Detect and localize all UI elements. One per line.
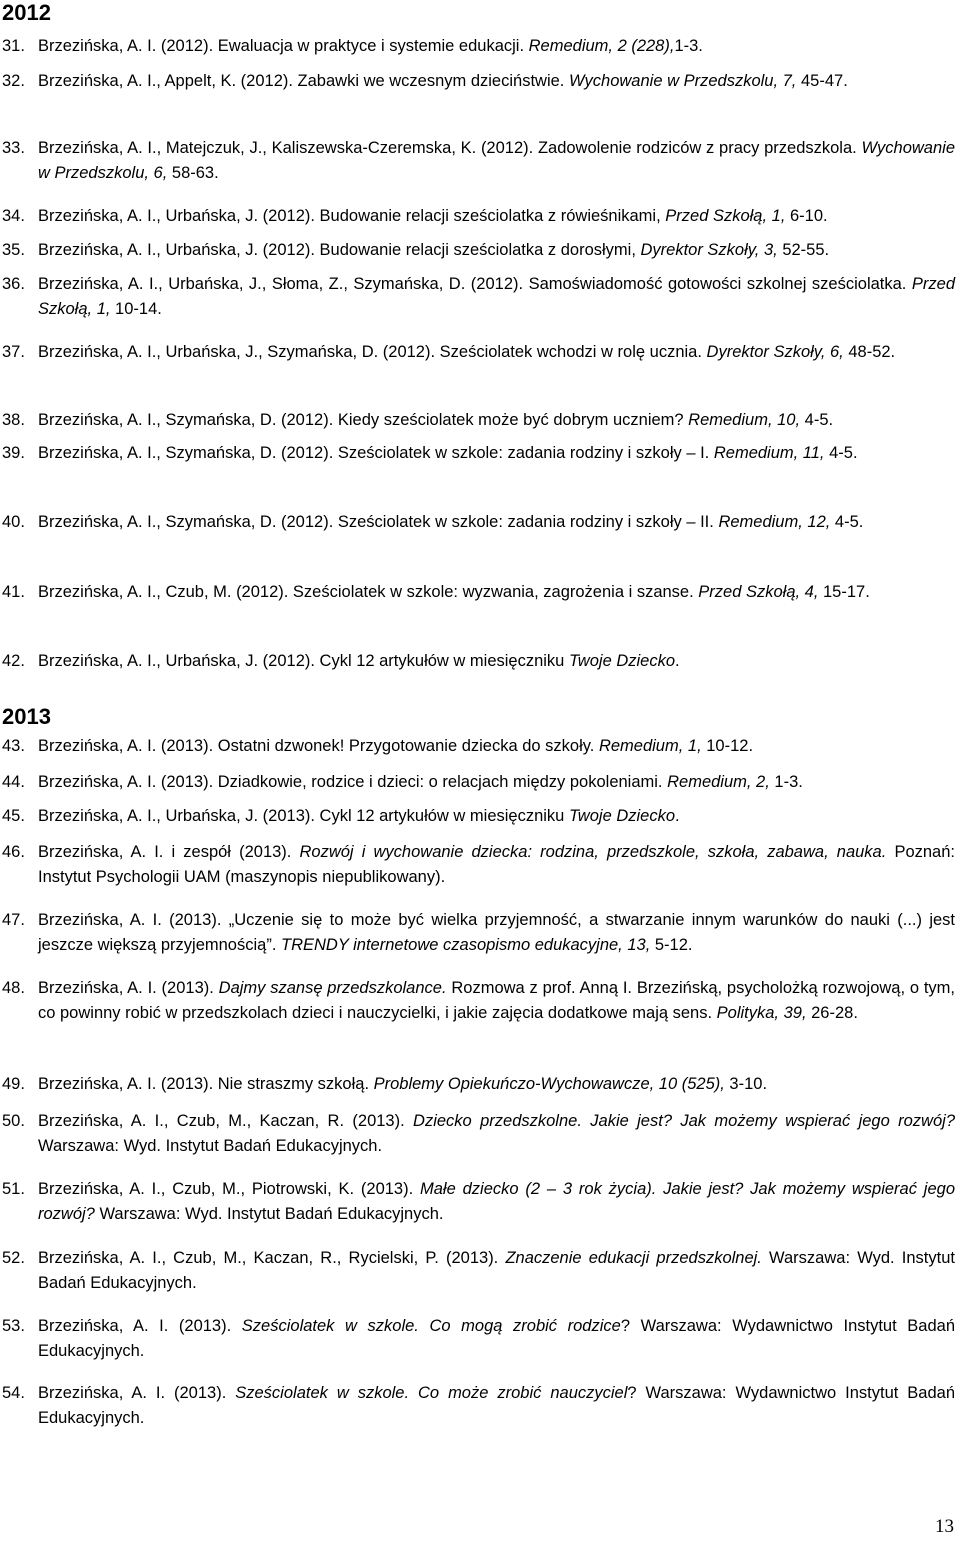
entry-text-segment: Brzezińska, A. I. (2013). bbox=[38, 1317, 242, 1335]
bibliography-entry bbox=[2, 34, 955, 59]
entry-text bbox=[2, 204, 955, 229]
entry-text-segment: 1-3. bbox=[769, 773, 803, 791]
entry-text bbox=[2, 976, 955, 1026]
entry-text bbox=[2, 908, 955, 958]
entry-italic-segment: Remedium, 11, bbox=[713, 444, 825, 462]
entry-text-segment: Poznań: Instytut Psychologii UAM (maszynopis niepublikowany). bbox=[38, 843, 955, 886]
entry-number: 31. bbox=[2, 37, 25, 55]
entry-text-segment: Brzezińska, A. I. (2013). Nie straszmy szkołą. bbox=[38, 1075, 374, 1093]
entry-text-segment: Brzezińska, A. I., Czub, M., Piotrowski, K. (2013). bbox=[38, 1180, 421, 1198]
bibliography-entry bbox=[2, 734, 955, 759]
entry-italic-segment: Twoje Dziecko bbox=[568, 807, 676, 825]
section-heading-2012: 2012 bbox=[2, 0, 51, 25]
entry-number: 44. bbox=[2, 773, 25, 791]
entry-text-segment: Brzezińska, A. I., Matejczuk, J., Kaliszewska-Czeremska, K. (2012). Zadowolenie rodziców z pracy przedszkola. bbox=[38, 139, 862, 157]
entry-text bbox=[2, 580, 955, 605]
bibliography-entry bbox=[2, 510, 955, 535]
entry-text-segment: Warszawa: Wyd. Instytut Badań Edukacyjnych. bbox=[38, 1137, 383, 1155]
entry-number: 54. bbox=[2, 1384, 25, 1402]
entry-text-segment: 4-5. bbox=[830, 513, 864, 531]
entry-text-segment: 26-28. bbox=[806, 1004, 858, 1022]
entry-number: 48. bbox=[2, 979, 25, 997]
entry-italic-segment: Rozwój i wychowanie dziecka: rodzina, przedszkole, szkoła, zabawa, nauka. bbox=[299, 843, 887, 861]
bibliography-entry bbox=[2, 649, 955, 674]
entry-text bbox=[2, 69, 955, 94]
entry-text-segment: Brzezińska, A. I. i zespół (2013). bbox=[38, 843, 300, 861]
bibliography-entry bbox=[2, 136, 955, 186]
entry-number: 34. bbox=[2, 207, 25, 225]
entry-text-segment: ? Warszawa: Wydawnictwo Instytut Badań Edukacyjnych. bbox=[38, 1384, 955, 1427]
entry-text-segment: Brzezińska, A. I., Urbańska, J. (2013). Cykl 12 artykułów w miesięczniku bbox=[38, 807, 569, 825]
entry-text bbox=[2, 804, 955, 829]
bibliography-entry bbox=[2, 1246, 955, 1296]
entry-italic-segment: TRENDY internetowe czasopismo edukacyjne, 13, bbox=[281, 936, 651, 954]
entry-italic-segment: Remedium, 1, bbox=[598, 737, 702, 755]
entry-number: 33. bbox=[2, 139, 25, 157]
entry-text-segment: Brzezińska, A. I. (2013). Ostatni dzwonek! Przygotowanie dziecka do szkoły. bbox=[38, 737, 599, 755]
entry-text-segment: ? Warszawa: Wydawnictwo Instytut Badań Edukacyjnych. bbox=[38, 1317, 956, 1360]
entry-text bbox=[2, 136, 955, 186]
entry-italic-segment: Polityka, 39, bbox=[716, 1004, 807, 1022]
entry-text bbox=[2, 1072, 955, 1097]
entry-text bbox=[2, 1381, 955, 1431]
entry-text-segment: 4-5. bbox=[824, 444, 858, 462]
entry-italic-segment: Remedium, 2 (228), bbox=[528, 37, 675, 55]
entry-number: 37. bbox=[2, 343, 25, 361]
entry-text-segment: Brzezińska, A. I. (2013). bbox=[38, 979, 219, 997]
entry-text-segment: 10-12. bbox=[701, 737, 754, 755]
entry-text bbox=[2, 1246, 955, 1296]
bibliography-entry bbox=[2, 340, 955, 365]
bibliography-entry bbox=[2, 441, 955, 466]
entry-text-segment: Brzezińska, A. I., Urbańska, J., Szymańska, D. (2012). Sześciolatek wchodzi w rolę ucznia. bbox=[38, 343, 707, 361]
entry-number: 39. bbox=[2, 444, 25, 462]
entry-italic-segment: Twoje Dziecko bbox=[568, 652, 676, 670]
entry-text bbox=[2, 1109, 955, 1159]
entry-text-segment: 45-47. bbox=[796, 72, 848, 90]
entry-text bbox=[2, 840, 955, 890]
entry-text-segment: 5-12. bbox=[650, 936, 693, 954]
entry-italic-segment: Dziecko przedszkolne. Jakie jest? Jak możemy wspierać jego rozwój? bbox=[413, 1112, 955, 1130]
page-number: 13 bbox=[935, 1516, 954, 1537]
entry-text-segment: Brzezińska, A. I., Czub, M., Kaczan, R., Rycielski, P. (2013). bbox=[38, 1249, 506, 1267]
entry-text bbox=[2, 441, 955, 466]
entry-text-segment: Brzezińska, A. I., Szymańska, D. (2012). Sześciolatek w szkole: zadania rodziny i szkoły – I. bbox=[38, 444, 714, 462]
entry-text-segment: 1-3. bbox=[674, 37, 703, 55]
bibliography-entry bbox=[2, 238, 955, 263]
entry-text bbox=[2, 238, 955, 263]
entry-text-segment: Brzezińska, A. I. (2013). „Uczenie się to może być wielka przyjemność, a stwarzanie innym warunków do nauki (...) jest jeszcze większą przyjemnością”. bbox=[38, 911, 955, 954]
entry-text bbox=[2, 649, 955, 674]
entry-italic-segment: Remedium, 10, bbox=[688, 411, 801, 429]
entry-text-segment: Brzezińska, A. I. (2013). bbox=[38, 1384, 236, 1402]
bibliography-entry bbox=[2, 272, 955, 322]
bibliography-entry bbox=[2, 1109, 955, 1159]
bibliography-entry bbox=[2, 770, 955, 795]
entry-text-segment: Brzezińska, A. I., Szymańska, D. (2012). Sześciolatek w szkole: zadania rodziny i szkoły – II. bbox=[38, 513, 719, 531]
entry-number: 46. bbox=[2, 843, 25, 861]
entry-text-segment: 58-63. bbox=[167, 164, 219, 182]
bibliography-entry bbox=[2, 69, 955, 94]
entry-text-segment: Brzezińska, A. I., Urbańska, J., Słoma, Z., Szymańska, D. (2012). Samoświadomość gotowości szkolnej sześciolatka. bbox=[38, 275, 912, 293]
entry-number: 45. bbox=[2, 807, 25, 825]
entry-italic-segment: Dajmy szansę przedszkolance. bbox=[218, 979, 447, 997]
entry-italic-segment: Wychowanie w Przedszkolu, 7, bbox=[568, 72, 797, 90]
entry-text-segment: Warszawa: Wyd. Instytut Badań Edukacyjnych. bbox=[94, 1205, 444, 1223]
entry-text-segment: 4-5. bbox=[800, 411, 834, 429]
bibliography-entry bbox=[2, 408, 955, 433]
entry-text-segment: Brzezińska, A. I., Czub, M. (2012). Sześciolatek w szkole: wyzwania, zagrożenia i szanse. bbox=[38, 583, 699, 601]
entry-text-segment: Brzezińska, A. I., Appelt, K. (2012). Zabawki we wczesnym dzieciństwie. bbox=[38, 72, 569, 90]
entry-italic-segment: Sześciolatek w szkole. Co może zrobić nauczyciel bbox=[235, 1384, 628, 1402]
entry-number: 50. bbox=[2, 1112, 25, 1130]
entry-italic-segment: Przed Szkołą, 1, bbox=[38, 275, 955, 318]
bibliography-entry bbox=[2, 1177, 955, 1227]
section-heading-2013: 2013 bbox=[2, 704, 51, 729]
entry-text-segment: Brzezińska, A. I., Urbańska, J. (2012). Budowanie relacji sześciolatka z rówieśnikami, bbox=[38, 207, 666, 225]
entry-text bbox=[2, 340, 955, 365]
entry-number: 32. bbox=[2, 72, 25, 90]
entry-text-segment: Warszawa: Wyd. Instytut Badań Edukacyjnych. bbox=[38, 1249, 955, 1292]
entry-text bbox=[2, 770, 955, 795]
entry-italic-segment: Remedium, 2, bbox=[667, 773, 770, 791]
bibliography-entry bbox=[2, 804, 955, 829]
entry-text-segment: 52-55. bbox=[777, 241, 830, 259]
entry-text bbox=[2, 408, 955, 433]
entry-number: 49. bbox=[2, 1075, 25, 1093]
entry-text-segment: Rozmowa z prof. Anną I. Brzezińską, psycholożką rozwojową, o tym, co powinny robić w przedszkolach dzieci i nauczycielki, i jakie zajęcia dodatkowe mają sens. bbox=[38, 979, 955, 1022]
bibliography-entry bbox=[2, 204, 955, 229]
entry-text bbox=[2, 34, 955, 59]
bibliography-entry bbox=[2, 1072, 955, 1097]
entry-text-segment: 3-10. bbox=[724, 1075, 768, 1093]
entry-italic-segment: Przed Szkołą, 1, bbox=[665, 207, 786, 225]
entry-text-segment: Brzezińska, A. I. (2013). Dziadkowie, rodzice i dzieci: o relacjach między pokoleniami. bbox=[38, 773, 668, 791]
entry-text bbox=[2, 272, 955, 322]
entry-text-segment: . bbox=[675, 652, 680, 670]
entry-text-segment: Brzezińska, A. I., Urbańska, J. (2012). Cykl 12 artykułów w miesięczniku bbox=[38, 652, 569, 670]
entry-text-segment: Brzezińska, A. I., Czub, M., Kaczan, R. (2013). bbox=[38, 1112, 414, 1130]
bibliography-entry bbox=[2, 1314, 955, 1364]
entry-number: 41. bbox=[2, 583, 25, 601]
entry-text bbox=[2, 734, 955, 759]
entry-italic-segment: Wychowanie w Przedszkolu, 6, bbox=[38, 139, 955, 182]
entry-text bbox=[2, 1314, 955, 1364]
entry-number: 51. bbox=[2, 1180, 25, 1198]
entry-number: 36. bbox=[2, 275, 25, 293]
entry-number: 42. bbox=[2, 652, 25, 670]
entry-italic-segment: Małe dziecko (2 – 3 rok życia). Jakie jest? Jak możemy wspierać jego rozwój? bbox=[38, 1180, 955, 1223]
bibliography-entry bbox=[2, 1381, 955, 1431]
entry-text-segment: Brzezińska, A. I. (2012). Ewaluacja w praktyce i systemie edukacji. bbox=[38, 37, 529, 55]
entry-number: 43. bbox=[2, 737, 25, 755]
bibliography-entry bbox=[2, 976, 955, 1026]
entry-text-segment: Brzezińska, A. I., Szymańska, D. (2012). Kiedy sześciolatek może być dobrym uczniem? bbox=[38, 411, 689, 429]
bibliography-entry bbox=[2, 908, 955, 958]
entry-number: 35. bbox=[2, 241, 25, 259]
bibliography-entry bbox=[2, 580, 955, 605]
entry-italic-segment: Dyrektor Szkoły, 6, bbox=[706, 343, 844, 361]
entry-number: 53. bbox=[2, 1317, 25, 1335]
entry-text-segment: 6-10. bbox=[785, 207, 828, 225]
entry-italic-segment: Dyrektor Szkoły, 3, bbox=[640, 241, 778, 259]
entry-text bbox=[2, 510, 955, 535]
entry-text-segment: 15-17. bbox=[818, 583, 870, 601]
entry-text-segment: 10-14. bbox=[110, 300, 162, 318]
entry-number: 47. bbox=[2, 911, 25, 929]
entry-italic-segment: Znaczenie edukacji przedszkolnej. bbox=[505, 1249, 762, 1267]
entry-italic-segment: Problemy Opiekuńczo-Wychowawcze, 10 (525), bbox=[373, 1075, 725, 1093]
entry-number: 38. bbox=[2, 411, 25, 429]
entry-italic-segment: Sześciolatek w szkole. Co mogą zrobić rodzice bbox=[241, 1317, 621, 1335]
entry-text bbox=[2, 1177, 955, 1227]
entry-text-segment: . bbox=[675, 807, 680, 825]
entry-italic-segment: Przed Szkołą, 4, bbox=[698, 583, 819, 601]
bibliography-entry bbox=[2, 840, 955, 890]
entry-text-segment: 48-52. bbox=[843, 343, 896, 361]
entry-italic-segment: Remedium, 12, bbox=[718, 513, 831, 531]
entry-number: 40. bbox=[2, 513, 25, 531]
entry-number: 52. bbox=[2, 1249, 25, 1267]
entry-text-segment: Brzezińska, A. I., Urbańska, J. (2012). Budowanie relacji sześciolatka z dorosłymi, bbox=[38, 241, 641, 259]
